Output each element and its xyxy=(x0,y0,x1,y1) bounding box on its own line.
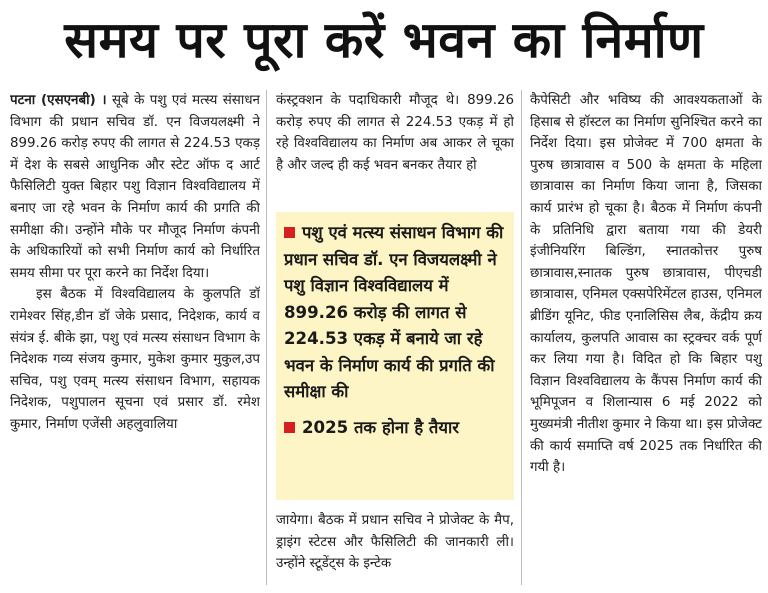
article-paragraph-1 xyxy=(10,90,260,284)
red-square-icon xyxy=(284,422,295,433)
article-paragraph-2: इस बैठक में विश्वविद्यालय के कुलपति डॉ रामेश्वर सिंह,डीन डॉ जेके प्रसाद, निदेशक, कार्य व संयंत्र ई. बीके झा, पशु एवं मत्स्य संसाधन विभाग के निदेशक गव्य संजय कुमार, मुकेश कुमार मुकुल,उप सचिव, पशु एवम् मत्स्य संसाधन विभाग, सहायक निदेशक, पशुपालन सूचना एवं प्रसार डॉ. रमेश कुमार, निर्माण एजेंसी अहलुवालिया xyxy=(10,287,260,432)
column-divider xyxy=(266,90,267,585)
headline: समय पर पूरा करें भवन का निर्माण xyxy=(64,11,704,69)
column-3-text: कैपेसिटी और भविष्य की आवश्यकताओं के हिसाब से हॉस्टल का निर्माण सुनिश्चित करने का निर्देश दिया। इस प्रोजेक्ट में 700 क्षमता के पुरुष छात्रावास व 500 के क्षमता के महिला छात्रावास का निर्माण किया जाना है, जिसका कार्य प्रारंभ हो चूका है। बैठक में निर्माण कंपनी के प्रतिनिधि द्वारा बताया गया की डेयरी इंजीनियरिंग बिल्डिंग, स्नातकोत्तर पुरुष छात्रावास,स्नातक पुरुष छात्रावास, पीएचडी छात्रावास, एनिमल एक्सपेरिमेंटल हाउस, एनिमल ब्रीडिंग यूनिट, फीड एनालिसिस लैब, केंद्रीय क्रय कार्यालय, कुलपति आवास का स्ट्रक्चर वर्क पूर्ण कर लिया गया है। विदित हो कि बिहार पशु विज्ञान विश्वविद्यालय के कैंपस निर्माण कार्य की भूमिपूजन व शिलान्यास 6 मई 2022 को मुख्यमंत्री नीतीश कुमार ने किया था। इस प्रोजेक्ट की कार्य समाप्ति वर्ष 2025 तक निर्धारित की गयी है। xyxy=(530,93,762,476)
highlight-quote: पशु एवं मत्स्य संसाधन विभाग की प्रधान सचिव डॉ. एन विजयलक्ष्मी ने पशु विज्ञान विश्वविद्यालय में 899.26 करोड़ की लागत से 224.53 एकड़ में बनाये जा रहे भवन के निर्माण कार्य की प्रगति की समीक्षा की xyxy=(284,223,504,401)
column-2-bottom-text: जायेगा। बैठक में प्रधान सचिव ने प्रोजेक्ट के मैप, ड्राइंग स्टेटस और फैसिलिटी की जानकारी ली। उन्होंने स्टूडेंट्स के इन्टेक xyxy=(276,513,514,572)
column-2-top-text: कंस्ट्रक्शन के पदाधिकारी मौजूद थे। 899.26 करोड़ रुपए की लागत से 224.53 एकड़ में हो रहे विश्वविद्यालय का निर्माण अब आकर ले चूका है और जल्द ही कई भवन बनकर तैयार हो xyxy=(276,93,514,173)
highlight-text xyxy=(284,220,506,406)
article-column-2-top xyxy=(276,90,514,212)
article-column-3 xyxy=(530,90,762,590)
article-column-2-bottom xyxy=(276,510,514,590)
dateline: पटना (एसएनबी) । xyxy=(10,93,107,108)
highlight-subheading xyxy=(284,416,506,440)
article-column-1 xyxy=(10,90,260,590)
highlight-box xyxy=(276,212,514,500)
paragraph-1-text: सूबे के पशु एवं मत्स्य संसाधन विभाग की प्रधान सचिव डॉ. एन विजयलक्ष्मी ने 899.26 करोड़ रुपए की लागत से 224.53 एकड़ में देश के सबसे आधुनिक और स्टेट ऑफ द आर्ट फैसिलिटी युक्त बिहार पशु विज्ञान विश्वविद्यालय में बनाए जा रहे भवन के निर्माण कार्य की प्रगति की समीक्षा की। उन्होंने मौके पर मौजूद निर्माण कंपनी के अधिकारियों को सभी निर्माण कार्य को निर्धारित समय सीमा पर पूरा करने का निर्देश दिया। xyxy=(10,93,260,281)
column-divider xyxy=(521,90,522,585)
red-square-icon xyxy=(284,227,295,238)
subheading-text: 2025 तक होना है तैयार xyxy=(302,417,460,437)
